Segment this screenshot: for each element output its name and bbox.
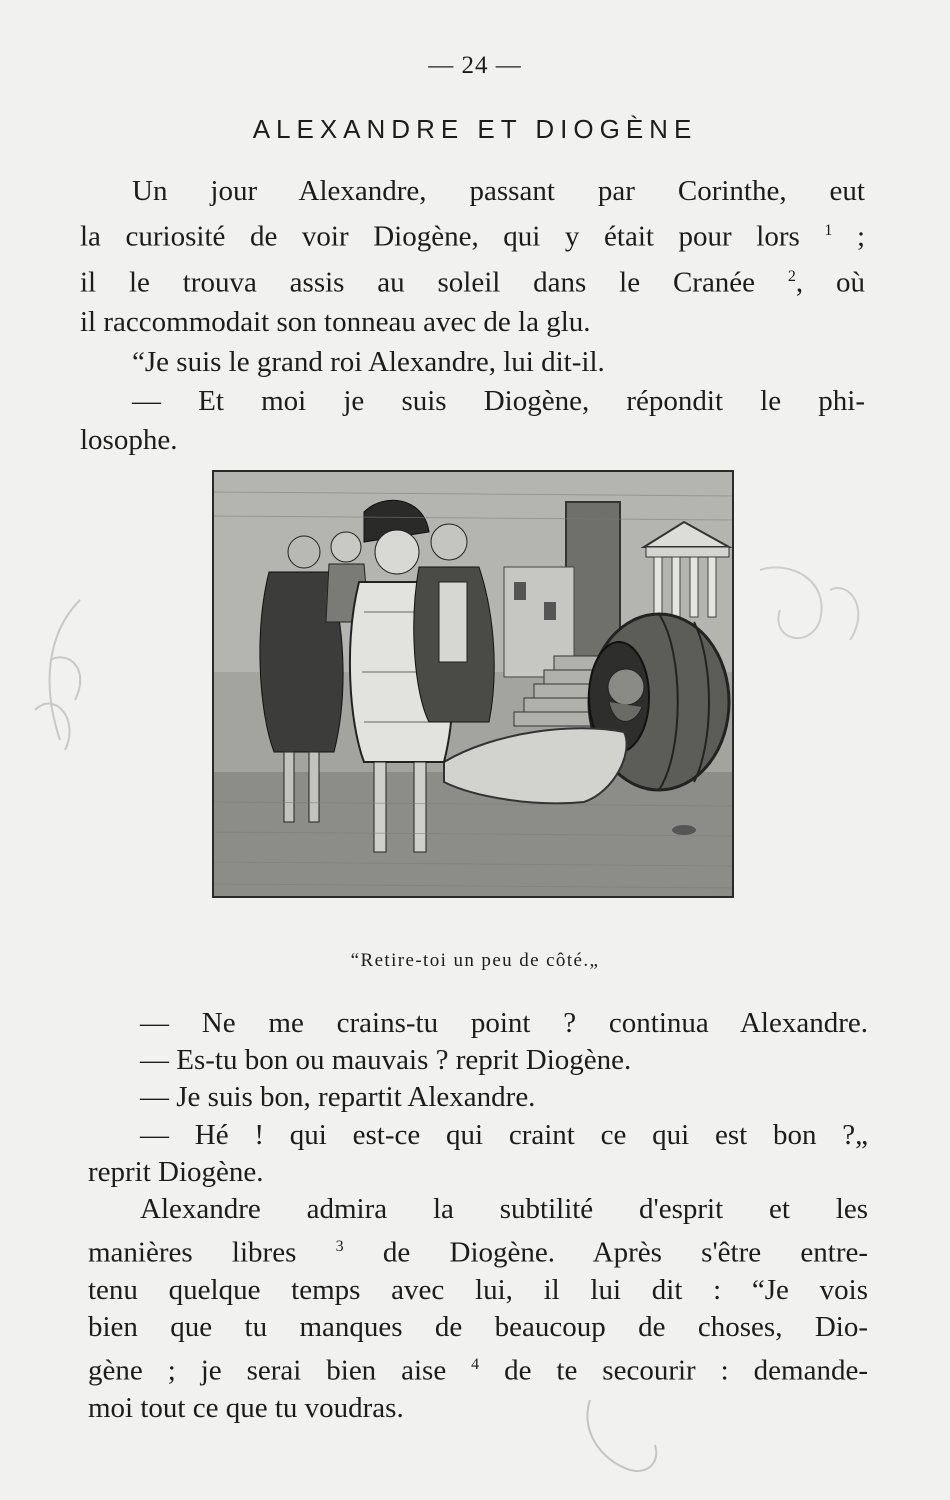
text-line: gène ; je serai bien aise $^4$ de te secourir : demande-	[88, 1355, 868, 1388]
text-line: Alexandre admira la subtilité d'esprit et les	[140, 1193, 868, 1226]
text-line: — Et moi je suis Diogène, répondit le phi-	[132, 384, 865, 417]
engraving-scene	[214, 472, 732, 896]
footnote-ref: 4	[471, 1356, 480, 1374]
text-line: reprit Diogène.	[88, 1155, 264, 1188]
text-line: la curiosité de voir Diogène, qui y était pour lors $^1$ ;	[80, 220, 866, 253]
opening-paragraphs	[80, 172, 865, 460]
text-line: — Je suis bon, repartit Alexandre.	[140, 1081, 536, 1114]
text-line: moi tout ce que tu voudras.	[88, 1392, 404, 1425]
text-line: losophe.	[80, 424, 178, 457]
footnote-ref: 2	[787, 268, 796, 286]
pencil-scribble-left	[20, 590, 110, 760]
page-number: — 24 —	[428, 52, 522, 79]
text-line: il le trouva assis au soleil dans le Cranée $^2$, où	[80, 266, 865, 299]
text-line: — Hé ! qui est-ce qui craint ce qui est bon ?„	[140, 1118, 868, 1151]
text-line: “Je suis le grand roi Alexandre, lui dit-il.	[132, 345, 605, 378]
text-line: bien que tu manques de beaucoup de choses, Dio-	[88, 1311, 868, 1344]
chapter-title: ALEXANDRE ET DIOGÈNE	[252, 114, 698, 144]
text-line: tenu quelque temps avec lui, il lui dit : “Je vois	[88, 1274, 868, 1307]
dialogue-paragraphs	[88, 1005, 868, 1428]
pencil-scribble-right	[740, 540, 880, 680]
text-line: — Es-tu bon ou mauvais ? reprit Diogène.	[140, 1044, 632, 1077]
engraving-illustration	[212, 470, 734, 898]
text-line: il raccommodait son tonneau avec de la glu.	[80, 306, 591, 339]
footnote-ref: 3	[335, 1238, 344, 1256]
text-line: manières libres $^3$ de Diogène. Après s'être entre-	[88, 1236, 869, 1269]
text-line: Un jour Alexandre, passant par Corinthe, eut	[132, 175, 865, 207]
illustration-caption: “Retire-toi un peu de côté.„	[350, 950, 600, 971]
text-line: — Ne me crains-tu point ? continua Alexandre.	[140, 1007, 868, 1039]
footnote-ref: 1	[824, 222, 833, 240]
